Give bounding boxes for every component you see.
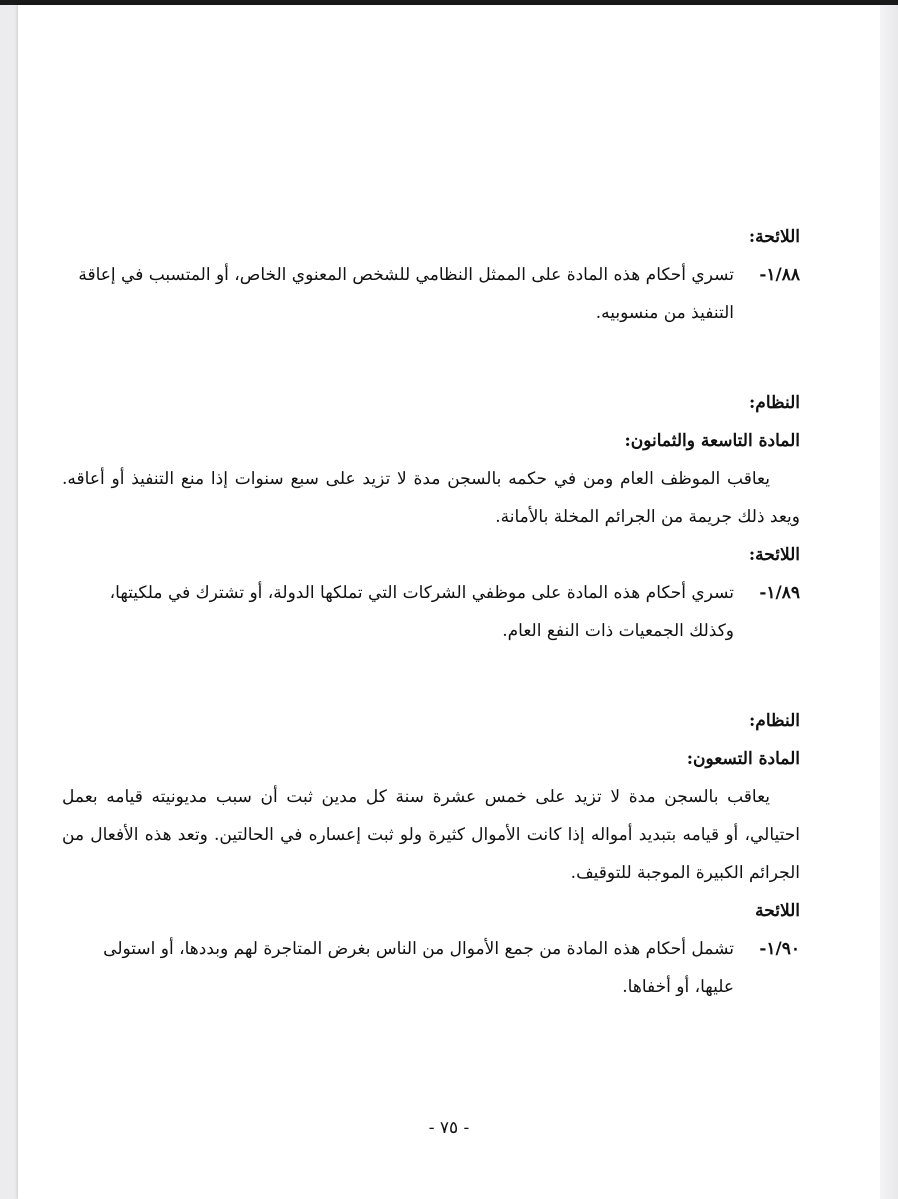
page-number: - ٧٥ - <box>428 1118 470 1138</box>
rule-text: تسري أحكام هذه المادة على الممثل النظامي للشخص المعنوي الخاص، أو المتسبب في إعاقة التنفيذ من منسوبيه. <box>78 265 734 323</box>
article-text: يعاقب بالسجن مدة لا تزيد على خمس عشرة سنة كل مدين ثبت أن سبب مديونيته قيامه بعمل احتيالي، أو قيامه بتبديد أمواله إذا كانت الأموال كثيرة ولو ثبت إعساره في الحالتين. وتعد هذه الأفعال من الجرائم الكبيرة الموجبة للتوقيف. <box>62 787 800 883</box>
regulation-rule <box>62 930 800 1006</box>
law-heading: النظام: <box>749 711 800 731</box>
regulation-heading: اللائحة: <box>748 545 800 565</box>
rule-number: ١/٨٨- <box>759 265 800 285</box>
regulation-rule <box>62 574 800 650</box>
regulation-rule <box>62 256 800 332</box>
law-heading: النظام: <box>749 393 800 413</box>
article-text: يعاقب الموظف العام ومن في حكمه بالسجن مدة لا تزيد على سبع سنوات إذا منع التنفيذ أو أعاقه. ويعد ذلك جريمة من الجرائم المخلة بالأمانة. <box>62 469 800 527</box>
page-content <box>62 218 800 1006</box>
regulation-heading: اللائحة <box>755 901 800 921</box>
rule-number: ١/٩٠- <box>759 939 800 959</box>
rule-text: تسري أحكام هذه المادة على موظفي الشركات التي تملكها الدولة، أو تشترك في ملكيتها، وكذلك الجمعيات ذات النفع العام. <box>109 583 734 641</box>
page-edge <box>880 5 898 1199</box>
article-heading: المادة التاسعة والثمانون: <box>624 431 800 451</box>
regulation-heading: اللائحة: <box>748 227 800 247</box>
rule-number: ١/٨٩- <box>759 583 800 603</box>
rule-text: تشمل أحكام هذه المادة من جمع الأموال من الناس بغرض المتاجرة لهم وبددها، أو استولى عليها، أو أخفاها. <box>103 939 734 997</box>
article-heading: المادة التسعون: <box>686 749 800 769</box>
